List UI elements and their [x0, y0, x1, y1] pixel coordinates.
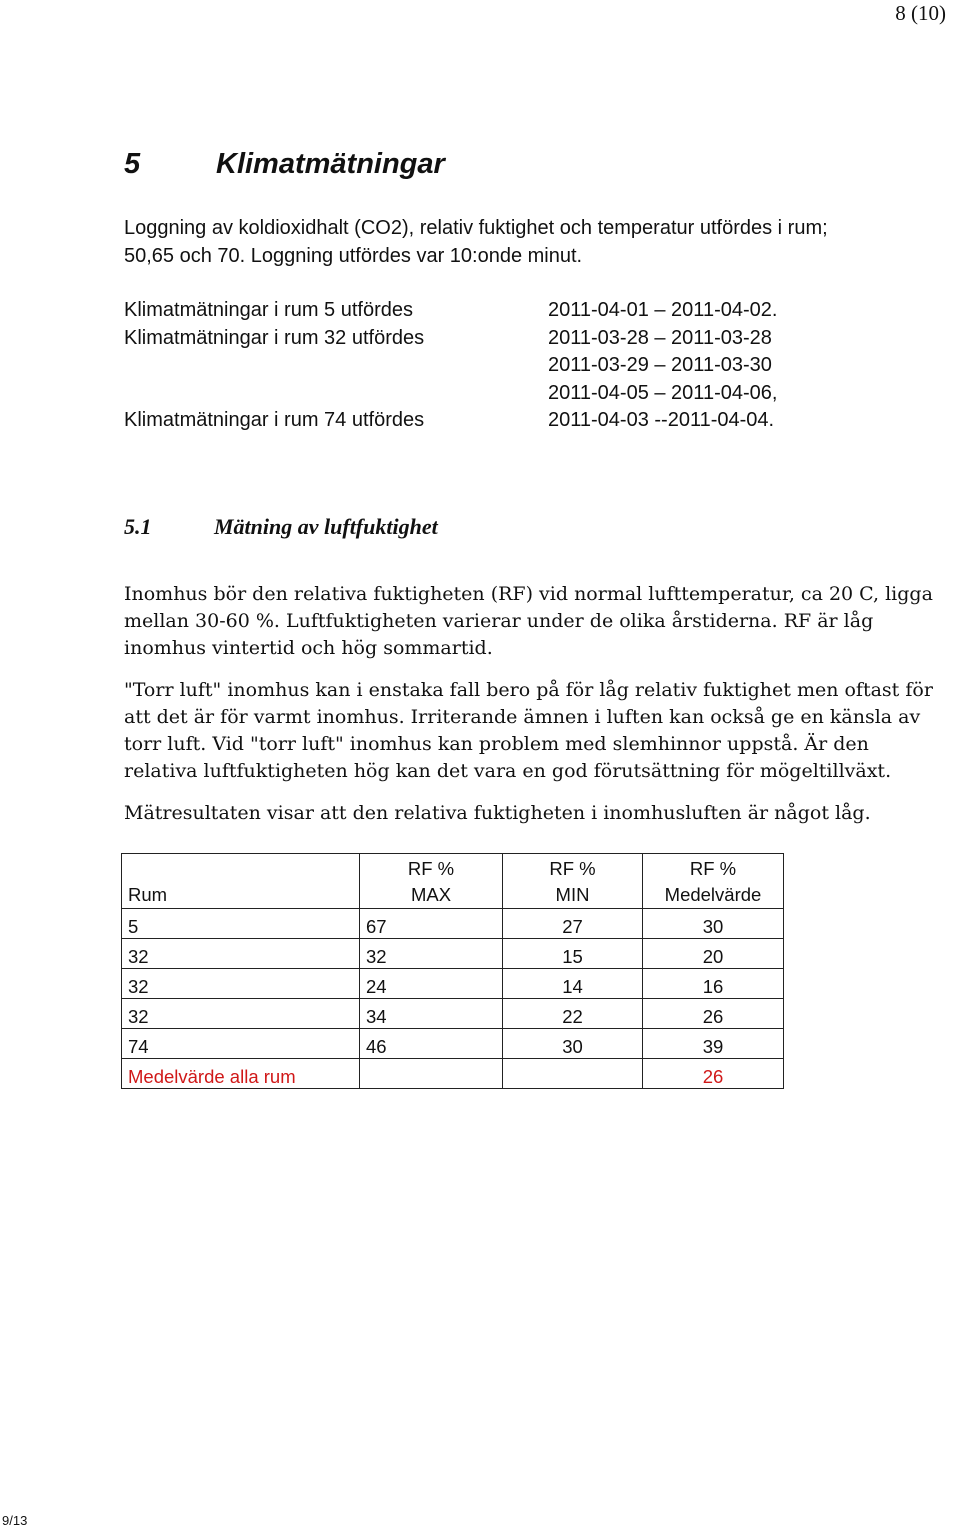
table-summary-row [122, 1059, 784, 1089]
table-row [122, 939, 784, 969]
cell-min: 15 [503, 939, 643, 969]
page-number: 8 (10) [895, 1, 946, 25]
cell-avg: 26 [643, 999, 784, 1029]
rf-table [121, 853, 784, 1089]
cell-min: 27 [503, 909, 643, 939]
cell-rum: 32 [122, 939, 360, 969]
summary-empty-min [503, 1059, 643, 1089]
table-row [122, 1029, 784, 1059]
measurement-label: Klimatmätningar i rum 74 utfördes [124, 409, 425, 431]
cell-min: 14 [503, 969, 643, 999]
cell-rum: 32 [122, 999, 360, 1029]
table-header-row [122, 854, 784, 909]
header-rum: Rum [122, 854, 360, 909]
table-row [122, 969, 784, 999]
cell-avg: 20 [643, 939, 784, 969]
paragraph-dry-air: "Torr luft" inomhus kan i enstaka fall bero på för låg relativ fuktighet men oftast för att det är för varmt inomhus. Irriterande ämnen i luften kan också ge en känsla av torr luft. Vid "torr luft" inomhus kan problem med slemhinnor uppstå. Är den relativa luftfuktigheten hög kan det vara en god förutsättning för mögeltillväxt. [124, 679, 933, 782]
measurement-dates: 2011-03-29 – 2011-03-30 [548, 354, 772, 376]
section-title: Klimatmätningar [216, 148, 445, 180]
cell-max: 46 [360, 1029, 503, 1059]
measurement-label: Klimatmätningar i rum 5 utfördes [124, 299, 414, 321]
subsection-number: 5.1 [124, 514, 152, 539]
measurement-dates: 2011-04-01 – 2011-04-02. [548, 299, 778, 321]
summary-empty-max [360, 1059, 503, 1089]
table-row [122, 909, 784, 939]
table-row [122, 999, 784, 1029]
cell-max: 67 [360, 909, 503, 939]
cell-max: 24 [360, 969, 503, 999]
summary-label: Medelvärde alla rum [122, 1059, 360, 1089]
cell-max: 32 [360, 939, 503, 969]
cell-rum: 32 [122, 969, 360, 999]
paragraph-results: Mätresultaten visar att den relativa fuktigheten i inomhusluften är något låg. [124, 802, 871, 824]
header-rf-min: RF % MIN [503, 854, 643, 909]
paragraph-rf-norm: Inomhus bör den relativa fuktigheten (RF) vid normal lufttemperatur, ca 20 C, ligga mellan 30-60 %. Luftfuktigheten varierar under de olika årstiderna. RF är låg inomhus vintertid och hög sommartid. [124, 583, 933, 659]
cell-min: 22 [503, 999, 643, 1029]
intro-line-1: Loggning av koldioxidhalt (CO2), relativ fuktighet och temperatur utfördes i rum; [124, 217, 828, 239]
cell-avg: 30 [643, 909, 784, 939]
cell-rum: 5 [122, 909, 360, 939]
measurement-dates: 2011-04-05 – 2011-04-06, [548, 381, 778, 404]
cell-min: 30 [503, 1029, 643, 1059]
cell-max: 34 [360, 999, 503, 1029]
footer-page-number: 9/13 [2, 1513, 28, 1528]
cell-avg: 39 [643, 1029, 784, 1059]
measurement-dates: 2011-04-03 --2011-04-04. [548, 409, 775, 431]
cell-rum: 74 [122, 1029, 360, 1059]
measurement-label: Klimatmätningar i rum 32 utfördes [124, 326, 425, 349]
subsection-heading [124, 514, 438, 540]
cell-avg: 16 [643, 969, 784, 999]
section-number: 5 [124, 148, 141, 180]
summary-avg: 26 [643, 1059, 784, 1089]
intro-line-2: 50,65 och 70. Loggning utfördes var 10:onde minut. [124, 244, 583, 267]
header-rf-avg: RF % Medelvärde [643, 854, 784, 909]
intro-paragraph [124, 215, 828, 270]
measurement-dates: 2011-03-28 – 2011-03-28 [548, 326, 772, 349]
header-rf-max: RF % MAX [360, 854, 503, 909]
subsection-title: Mätning av luftfuktighet [214, 514, 438, 539]
section-heading [124, 148, 445, 181]
